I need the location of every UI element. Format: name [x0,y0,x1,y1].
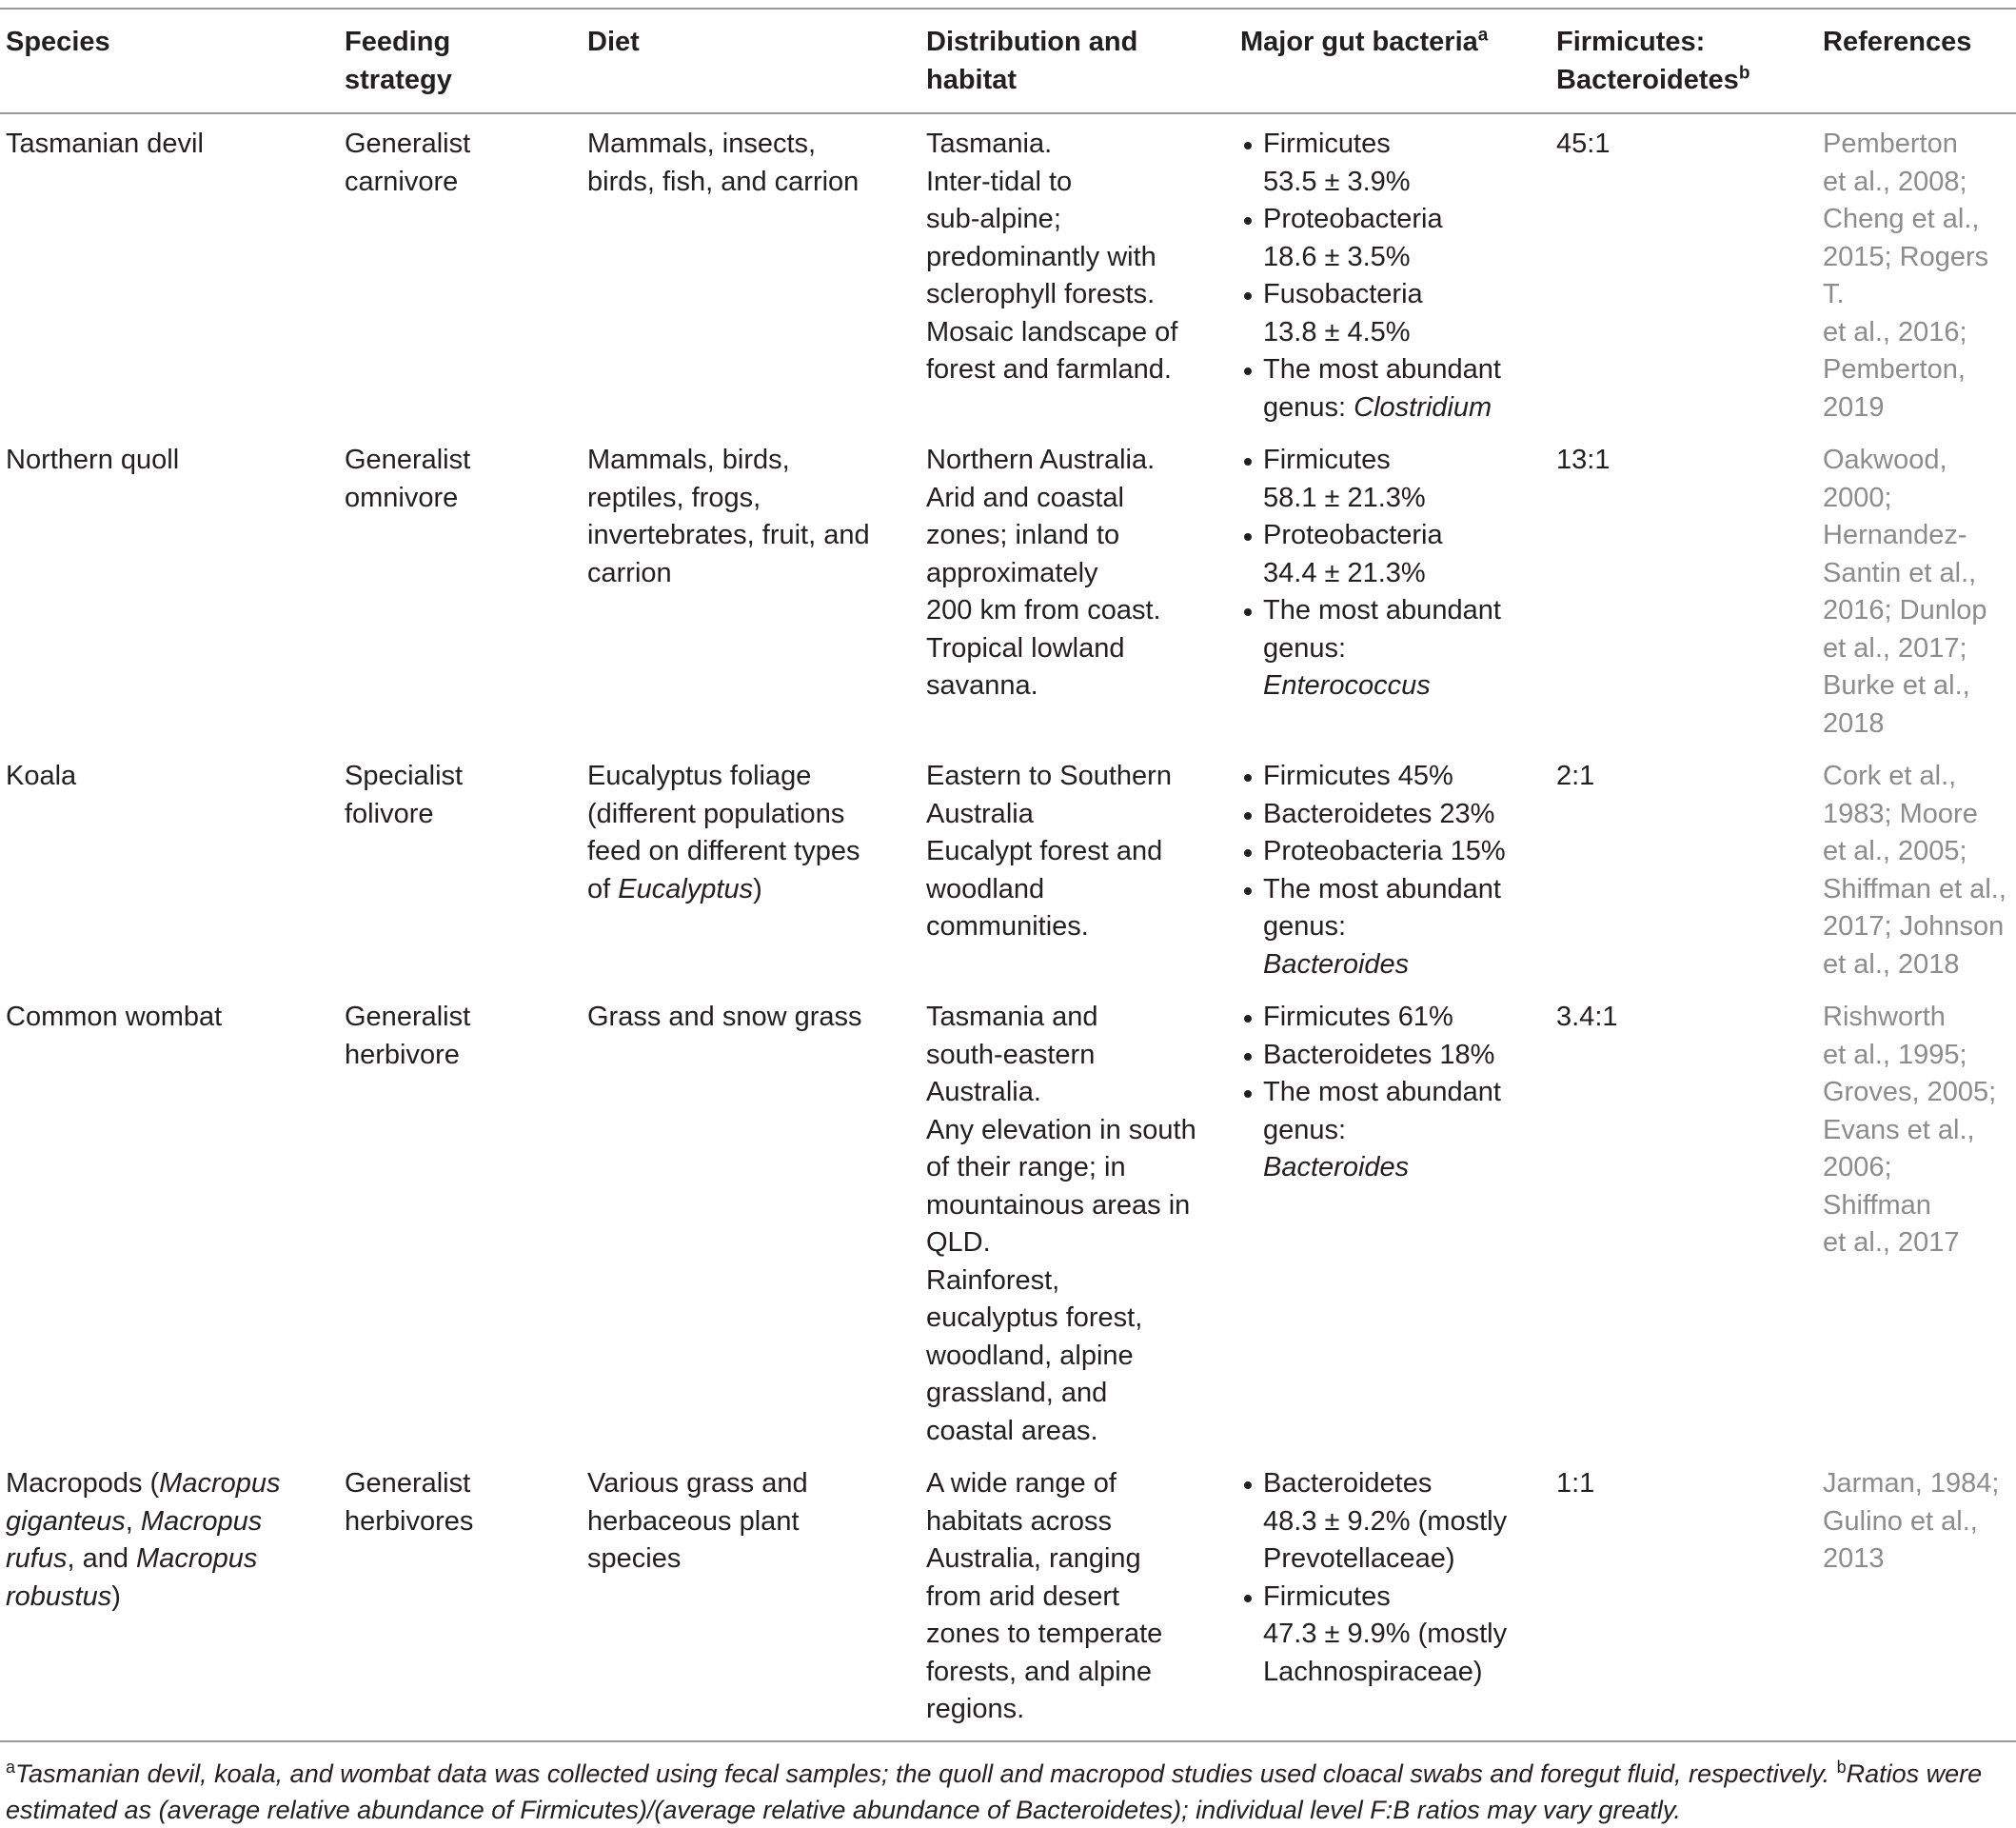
references-cell: Oakwood, 2000; Hernandez- Santin et al., 2016; Dunlop et al., 2017; Burke et al., 2018 [1823,445,1987,739]
footnote-marker-b: b [1738,63,1750,84]
diet-cell: Mammals, insects, birds, fish, and carrion [587,129,860,197]
header-distribution: Distribution and habitat [926,27,1138,95]
bacteria-item: Proteobacteria 34.4 ± 21.3% [1240,517,1541,592]
feeding-cell: Specialist folivore [345,761,464,829]
bacteria-item: The most abundant genus: Enterococcus [1240,592,1541,705]
footnote-sup-b: b [1836,1757,1847,1777]
header-references: References [1823,27,1972,57]
references-cell: Rishworth et al., 1995; Groves, 2005; Evans et al., 2006; Shiffman et al., 2017 [1823,1002,1997,1258]
feeding-cell: Generalist carnivore [345,129,471,197]
bacteria-list [1240,999,1541,1187]
table-header [0,9,2016,113]
table-row [0,430,2016,746]
ratio-cell: 2:1 [1556,761,1595,791]
references-cell: Jarman, 1984; Gulino et al., 2013 [1823,1468,2000,1574]
gut-bacteria-cell [1235,113,1551,430]
bacteria-list [1240,442,1541,705]
distribution-cell: Northern Australia. Arid and coastal zones; inland to approximately 200 km from coast. Tropical lowland savanna. [926,445,1161,701]
table-row [0,987,2016,1454]
footnote-marker-a: a [1477,25,1489,46]
species-cell: Northern quoll [6,445,180,475]
header-feeding-strategy: Feeding strategy [345,27,452,95]
footnote-text-a: Tasmanian devil, koala, and wombat data was collected using fecal samples; the quoll and macropod studies used cloacal swabs and foregut fluid, respectively. [15,1758,1837,1788]
header-species: Species [6,27,110,57]
bacteria-item: Firmicutes 45% [1240,758,1541,796]
gut-bacteria-cell [1235,430,1551,746]
ratio-cell: 1:1 [1556,1468,1595,1499]
footnote-text-b: Ratios were estimated as (average relative abundance of Firmicutes)/(average relative abundance of Bacteroidetes); individual level F:B ratios may vary greatly. [6,1758,1983,1824]
footnote-sup-a: a [6,1757,16,1777]
table-footnote [0,1742,2016,1828]
feeding-cell: Generalist herbivores [345,1468,474,1537]
bacteria-item: Bacteroidetes 48.3 ± 9.2% (mostly Prevotellaceae) [1240,1465,1541,1579]
bacteria-item: Firmicutes 53.5 ± 3.9% [1240,126,1541,201]
species-cell: Macropods (Macropus giganteus, Macropus rufus, and Macropus robustus) [6,1468,281,1612]
table-body [0,113,2016,1741]
diet-cell: Eucalyptus foliage (different populations feed on different types of Eucalyptus) [587,761,860,904]
species-cell: Common wombat [6,1002,223,1032]
distribution-cell: A wide range of habitats across Australia, ranging from arid desert zones to temperate forests, and alpine regions. [926,1468,1163,1724]
bacteria-list [1240,1465,1541,1691]
distribution-cell: Tasmania. Inter-tidal to sub-alpine; predominantly with sclerophyll forests. Mosaic landscape of forest and farmland. [926,129,1178,385]
bacteria-item: Bacteroidetes 18% [1240,1037,1541,1075]
ratio-cell: 3.4:1 [1556,1002,1618,1032]
header-row [0,9,2016,113]
distribution-cell: Eastern to Southern Australia Eucalypt forest and woodland communities. [926,761,1172,942]
references-cell: Cork et al., 1983; Moore et al., 2005; Shiffman et al., 2017; Johnson et al., 2018 [1823,761,2006,980]
diet-cell: Various grass and herbaceous plant species [587,1468,808,1574]
bacteria-item: Firmicutes 47.3 ± 9.9% (mostly Lachnospiraceae) [1240,1579,1541,1692]
header-fb-ratio: Firmicutes: Bacteroidetes$^b$ [1556,27,1750,95]
bacteria-item: Fusobacteria 13.8 ± 4.5% [1240,276,1541,351]
table-row [0,113,2016,430]
feeding-cell: Generalist omnivore [345,445,471,513]
references-cell: Pemberton et al., 2008; Cheng et al., 2015; Rogers T. et al., 2016; Pemberton, 2019 [1823,129,1989,423]
distribution-cell: Tasmania and south-eastern Australia. Any elevation in south of their range; in mountainous areas in QLD. Rainforest, eucalyptus forest, woodland, alpine grassland, and coastal areas. [926,1002,1196,1446]
gut-bacteria-cell [1235,1454,1551,1741]
bacteria-item: Proteobacteria 18.6 ± 3.5% [1240,201,1541,276]
table-row [0,746,2016,987]
bacteria-item: The most abundant genus: Bacteroides [1240,871,1541,984]
table-row [0,1454,2016,1741]
diet-cell: Mammals, birds, reptiles, frogs, invertebrates, fruit, and carrion [587,445,870,588]
species-cell: Koala [6,761,77,791]
bacteria-list [1240,126,1541,427]
bacteria-item: The most abundant genus: Clostridium [1240,351,1541,427]
bacteria-item: The most abundant genus: Bacteroides [1240,1074,1541,1187]
bacteria-item: Proteobacteria 15% [1240,833,1541,871]
bacteria-item: Bacteroidetes 23% [1240,796,1541,834]
header-diet: Diet [587,27,640,57]
gut-bacteria-cell [1235,746,1551,987]
feeding-cell: Generalist herbivore [345,1002,471,1070]
bacteria-item: Firmicutes 58.1 ± 21.3% [1240,442,1541,517]
header-major-gut-bacteria: Major gut bacteria$^a$ [1240,25,1489,57]
ratio-cell: 45:1 [1556,129,1611,159]
bacteria-list [1240,758,1541,984]
bacteria-item: Firmicutes 61% [1240,999,1541,1037]
gut-bacteria-cell [1235,987,1551,1454]
diet-cell: Grass and snow grass [587,1002,862,1032]
species-cell: Tasmanian devil [6,129,204,159]
gut-bacteria-table [0,8,2016,1742]
ratio-cell: 13:1 [1556,445,1611,475]
